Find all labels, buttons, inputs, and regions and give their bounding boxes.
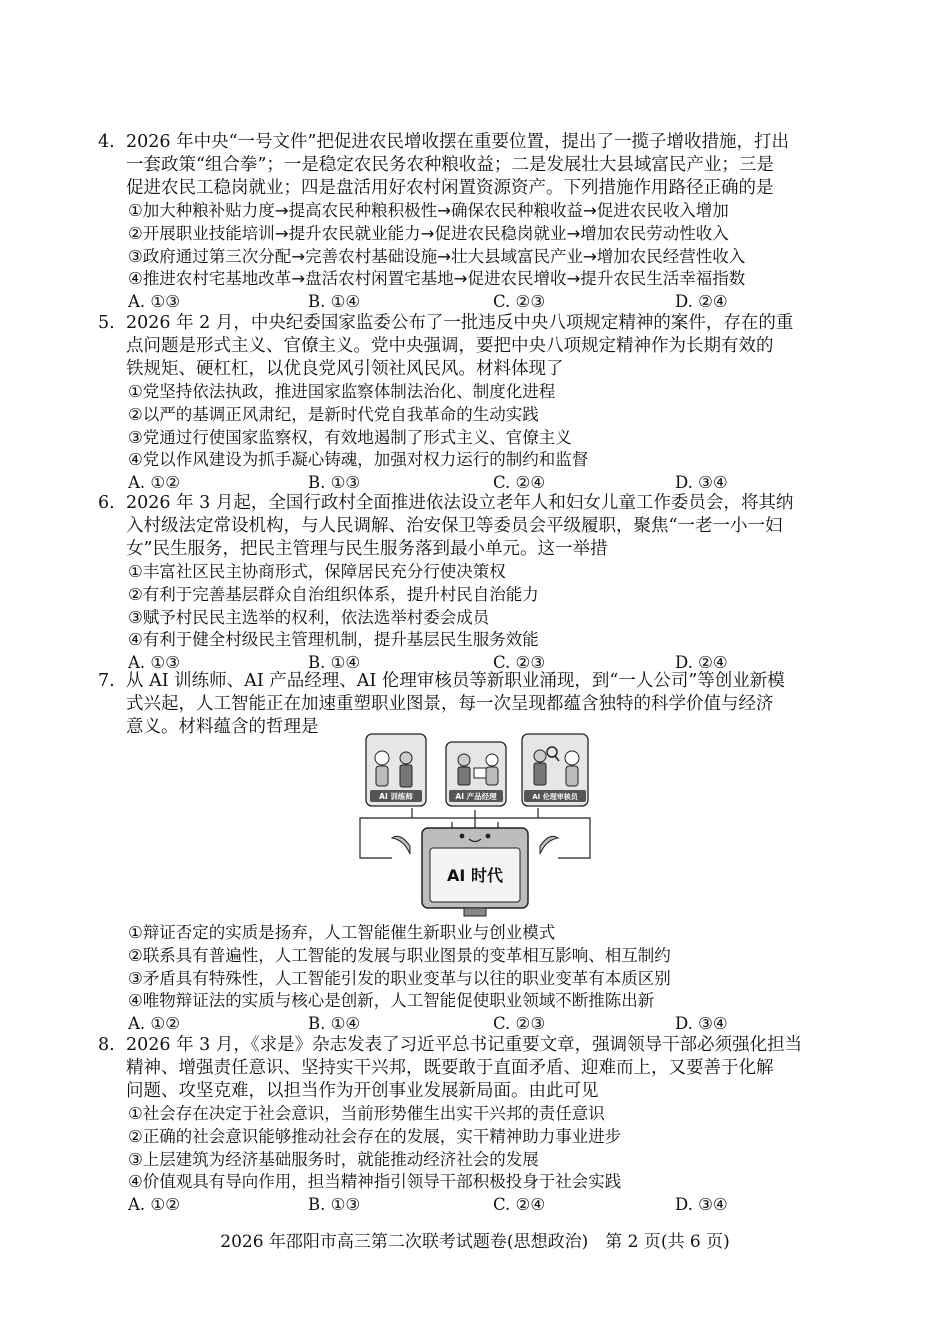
choice-d[interactable]: D. ③④: [675, 473, 728, 493]
answer-choices: [98, 1194, 858, 1216]
label-ai-trainer: AI 训练师: [379, 792, 413, 801]
question-number: 8.: [98, 1035, 115, 1055]
monitor-character: [392, 828, 558, 916]
choice-a[interactable]: A. ①③: [128, 653, 180, 673]
statement-option: ③上层建筑为经济基础服务时，就能推动经济社会的发展: [128, 1149, 539, 1169]
statement-option: ②联系具有普遍性，人工智能的发展与职业图景的变革相互影响、相互制约: [128, 945, 671, 965]
ai-era-illustration: [352, 728, 598, 918]
statement-option: ④党以作风建设为抓手凝心铸魂，加强对权力运行的制约和监督: [128, 450, 589, 470]
question-stem-line: 促进农民工稳岗就业；四是盘活用好农村闲置资源资产。下列措施作用路径正确的是: [126, 178, 774, 198]
question-stem: 5. 2026 年 2 月，中央纪委国家监委公布了一批违反中央八项规定精神的案件，存在的重: [98, 313, 794, 333]
question-5: [98, 312, 858, 494]
choice-c[interactable]: C. ②④: [493, 1195, 546, 1215]
label-ai-product-manager: AI 产品经理: [455, 792, 497, 801]
question-stem-line: 问题、攻坚克难，以担当作为开创事业发展新局面。由此可见: [126, 1081, 599, 1101]
statement-option: ①丰富社区民主协商形式，保障居民充分行使决策权: [128, 562, 506, 581]
choice-d[interactable]: D. ②④: [675, 292, 728, 312]
question-stem: 7. 从 AI 训练师、AI 产品经理、AI 伦理审核员等新职业涌现，到“一人公司”等创业新模: [98, 671, 785, 691]
question-number: 4.: [98, 132, 115, 152]
choice-a[interactable]: A. ①②: [128, 473, 180, 493]
statement-option: ②以严的基调正风肃纪，是新时代党自我革命的生动实践: [128, 404, 539, 424]
choice-c[interactable]: C. ②④: [493, 473, 546, 493]
question-8: [98, 1034, 858, 1216]
question-stem-line: 意义。材料蕴含的哲理是: [126, 717, 319, 737]
statement-option: ②开展职业技能培训→提升农民就业能力→促进农民稳岗就业→增加农民劳动性收入: [128, 223, 729, 243]
choice-d[interactable]: D. ③④: [675, 1195, 728, 1215]
statement-option: ①社会存在决定于社会意识，当前形势催生出实干兴邦的责任意识: [128, 1104, 605, 1123]
question-stem-line: 一套政策“组合拳”；一是稳定农民务农种粮收益；二是发展壮大县域富民产业；三是: [126, 155, 774, 175]
choice-d[interactable]: D. ②④: [675, 653, 728, 673]
label-ai-ethics-reviewer: AI 伦理审核员: [532, 793, 578, 801]
question-7-options: [98, 922, 858, 1035]
choice-a[interactable]: A. ①②: [128, 1195, 180, 1215]
statement-option: ①党坚持依法执政，推进国家监察体制法治化、制度化进程: [128, 382, 556, 401]
question-stem-line: 精神、增强责任意识、坚持实干兴邦，既要敢于直面矛盾、迎难而上，又要善于化解: [126, 1058, 774, 1078]
question-6: [98, 492, 858, 674]
choice-b[interactable]: B. ①③: [308, 473, 361, 493]
choice-a[interactable]: A. ①③: [128, 292, 180, 312]
statement-option: ③矛盾具有特殊性，人工智能引发的职业变革与以往的职业变革有本质区别: [128, 968, 671, 988]
question-number: 7.: [98, 671, 115, 691]
question-stem: 6. 2026 年 3 月起，全国行政村全面推进依法设立老年人和妇女儿童工作委员会，将其纳: [98, 493, 794, 513]
statement-option: ④价值观具有导向作用，担当精神指引领导干部积极投身于社会实践: [128, 1172, 622, 1192]
choice-c[interactable]: C. ②③: [493, 1014, 546, 1034]
choice-d[interactable]: D. ③④: [675, 1014, 728, 1034]
statement-option: ④唯物辩证法的实质与核心是创新，人工智能促使职业领域不断推陈出新: [128, 991, 655, 1011]
statement-option: ④有利于健全村级民主管理机制，提升基层民生服务效能: [128, 630, 539, 650]
answer-choices: [98, 291, 858, 313]
choice-c[interactable]: C. ②③: [493, 653, 546, 673]
monitor-screen-text: AI 时代: [447, 866, 503, 885]
statement-option: ③党通过行使国家监察权，有效地遏制了形式主义、官僚主义: [128, 427, 572, 447]
choice-a[interactable]: A. ①②: [128, 1014, 180, 1034]
choice-b[interactable]: B. ①④: [308, 1014, 361, 1034]
page-footer: 2026 年邵阳市高三第二次联考试题卷(思想政治) 第 2 页(共 6 页): [220, 1232, 730, 1252]
choice-c[interactable]: C. ②③: [493, 292, 546, 312]
choice-b[interactable]: B. ①③: [308, 1195, 361, 1215]
question-stem-line: 式兴起，人工智能正在加速重塑职业图景，每一次呈现都蕴含独特的科学价值与经济: [126, 694, 774, 714]
statement-option: ②正确的社会意识能够推动社会存在的发展，实干精神助力事业进步: [128, 1126, 622, 1146]
question-4: [98, 131, 858, 313]
statement-option: ②有利于完善基层群众自治组织体系，提升村民自治能力: [128, 584, 539, 604]
choice-b[interactable]: B. ①④: [308, 653, 361, 673]
statement-option: ①加大种粮补贴力度→提高农民种粮积极性→确保农民种粮收益→促进农民收入增加: [128, 201, 729, 220]
statement-option: ③政府通过第三次分配→完善农村基础设施→壮大县域富民产业→增加农民经营性收入: [128, 246, 746, 266]
question-stem-line: 铁规矩、硬杠杠，以优良党风引领社风民风。材料体现了: [126, 359, 564, 379]
question-stem: 8. 2026 年 3 月，《求是》杂志发表了习近平总书记重要文章，强调领导干部必须强化担当: [98, 1035, 803, 1055]
question-stem-line: 点问题是形式主义、官僚主义。党中央强调，要把中央八项规定精神作为长期有效的: [126, 336, 774, 356]
ai-ethics-reviewer-panel: [522, 734, 588, 806]
answer-choices: [98, 1013, 858, 1035]
question-stem-line: 女”民生服务，把民主管理与民生服务落到最小单元。这一举措: [126, 539, 608, 559]
answer-choices: [98, 472, 858, 494]
statement-option: ③赋予村民民主选举的权利，依法选举村委会成员: [128, 607, 490, 627]
question-stem: 4. 2026 年中央“一号文件”把促进农民增收摆在重要位置，提出了一揽子增收措施，打出: [98, 132, 789, 152]
choice-b[interactable]: B. ①④: [308, 292, 361, 312]
ai-trainer-panel: [366, 734, 426, 806]
statement-option: ①辩证否定的实质是扬弃，人工智能催生新职业与创业模式: [128, 923, 556, 942]
question-number: 6.: [98, 493, 115, 513]
question-number: 5.: [98, 313, 115, 333]
statement-option: ④推进农村宅基地改革→盘活农村闲置宅基地→促进农民增收→提升农民生活幸福指数: [128, 269, 746, 289]
question-stem-line: 入村级法定常设机构，与人民调解、治安保卫等委员会平级履职，聚焦“一老一小一妇: [126, 516, 783, 536]
ai-product-manager-panel: [446, 742, 506, 806]
